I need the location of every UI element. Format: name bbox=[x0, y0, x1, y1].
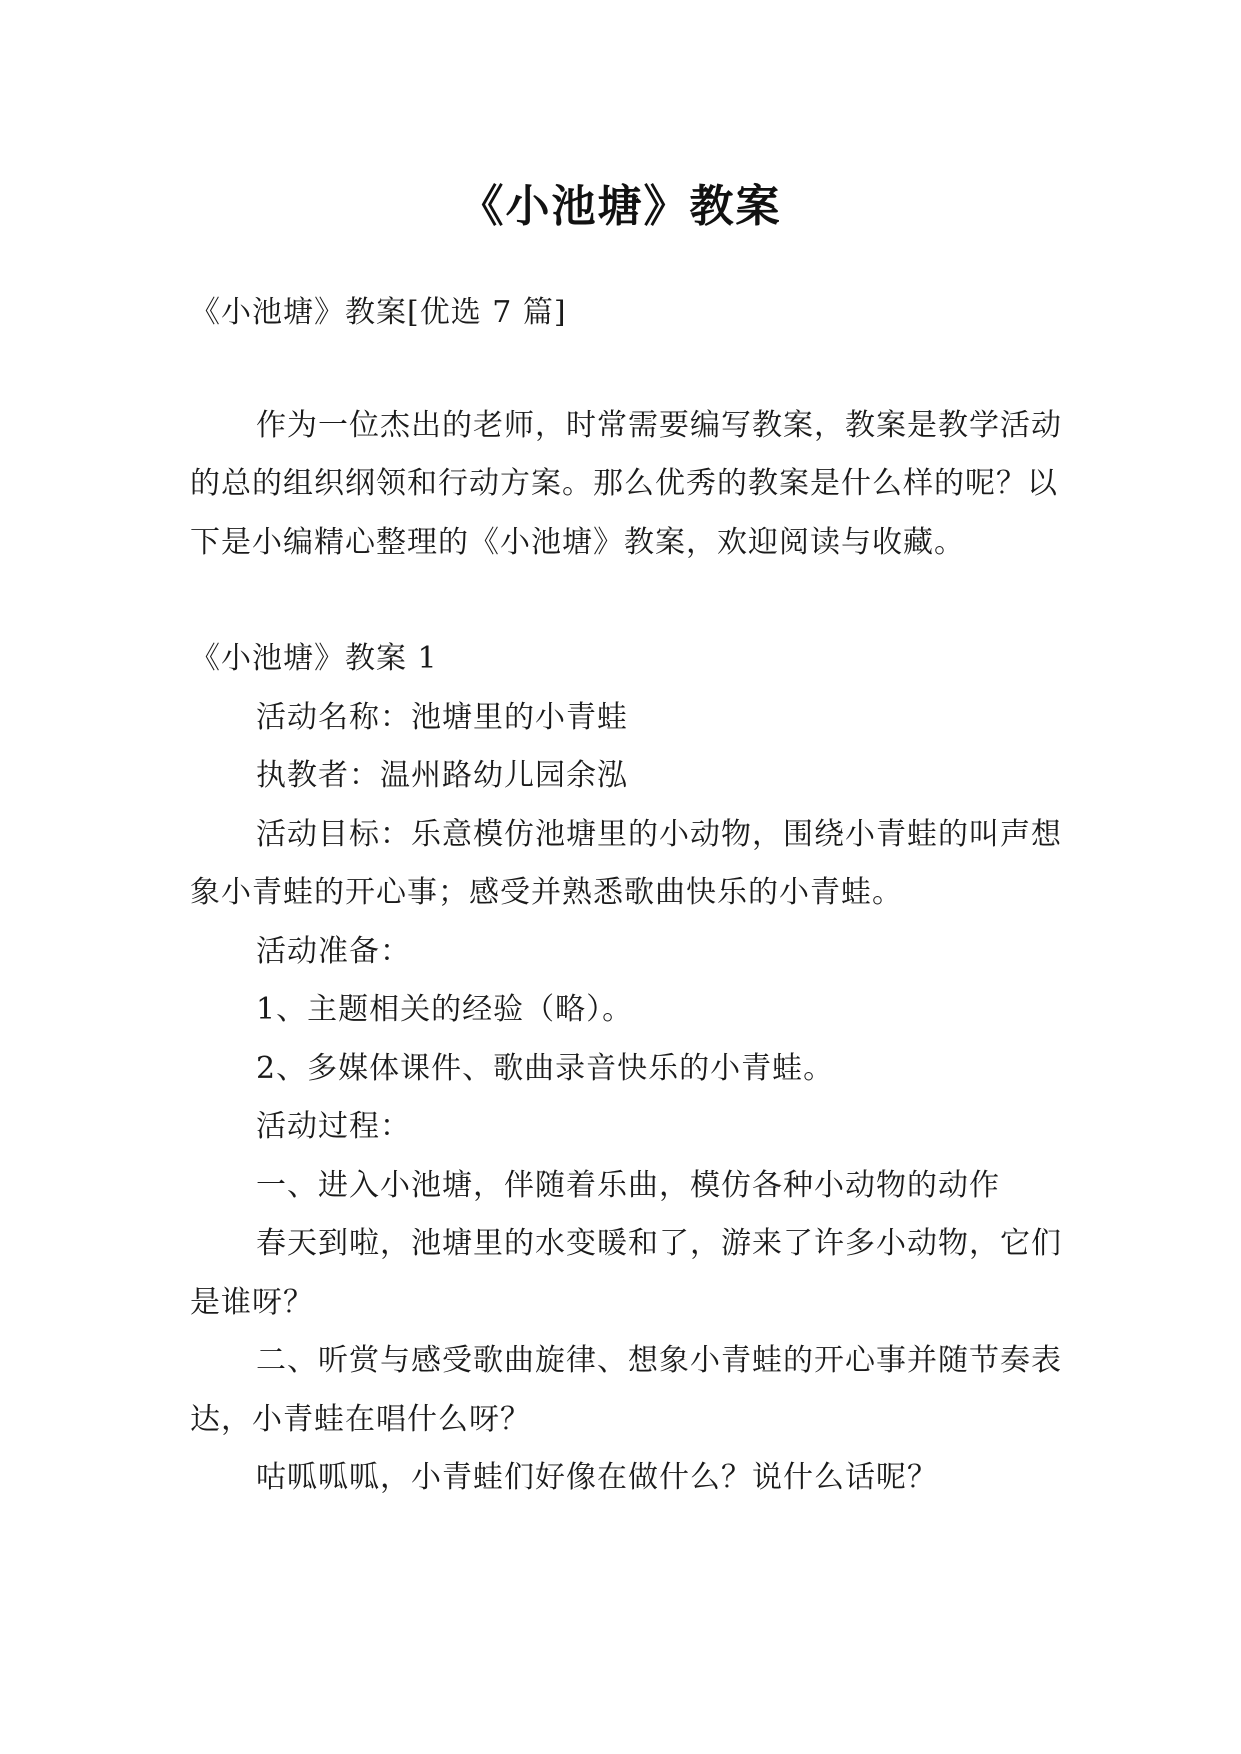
prep-item-1: 1、主题相关的经验（略）。 bbox=[256, 992, 634, 1027]
prep-item-2: 2、多媒体课件、歌曲录音快乐的小青蛙。 bbox=[256, 1050, 835, 1086]
section-heading: 《小池塘》教案 1 bbox=[190, 641, 438, 676]
document-title: 《小池塘》教案 bbox=[459, 181, 782, 233]
teacher-line: 执教者：温州路幼儿园余泓 bbox=[256, 758, 628, 793]
intro-paragraph: 作为一位杰出的老师，时常需要编写教案，教案是教学活动的总的组织纲领和行动方案。那么优秀的教案是什么样的呢？以下是小编精心整理的《小池塘》教案，欢迎阅读与收藏。 bbox=[190, 407, 1062, 560]
activity-name: 活动名称：池塘里的小青蛙 bbox=[256, 699, 628, 735]
activity-goals: 活动目标：乐意模仿池塘里的小动物，围绕小青蛙的叫声想象小青蛙的开心事；感受并熟悉歌曲快乐的小青蛙。 bbox=[190, 816, 1062, 910]
process-step-2: 二、听赏与感受歌曲旋律、想象小青蛙的开心事并随节奏表达，小青蛙在唱什么呀？ bbox=[190, 1343, 1062, 1437]
document-body bbox=[190, 284, 1070, 1508]
process-step-1-text: 春天到啦，池塘里的水变暖和了，游来了许多小动物，它们是谁呀？ bbox=[190, 1226, 1062, 1320]
document-subtitle: 《小池塘》教案[优选 7 篇] bbox=[190, 295, 567, 330]
process-step-1: 一、进入小池塘，伴随着乐曲，模仿各种小动物的动作 bbox=[256, 1167, 1000, 1203]
process-step-2-text: 咕呱呱呱，小青蛙们好像在做什么？说什么话呢？ bbox=[256, 1460, 938, 1495]
activity-prep-heading: 活动准备： bbox=[256, 933, 411, 969]
activity-process-heading: 活动过程： bbox=[256, 1109, 411, 1144]
